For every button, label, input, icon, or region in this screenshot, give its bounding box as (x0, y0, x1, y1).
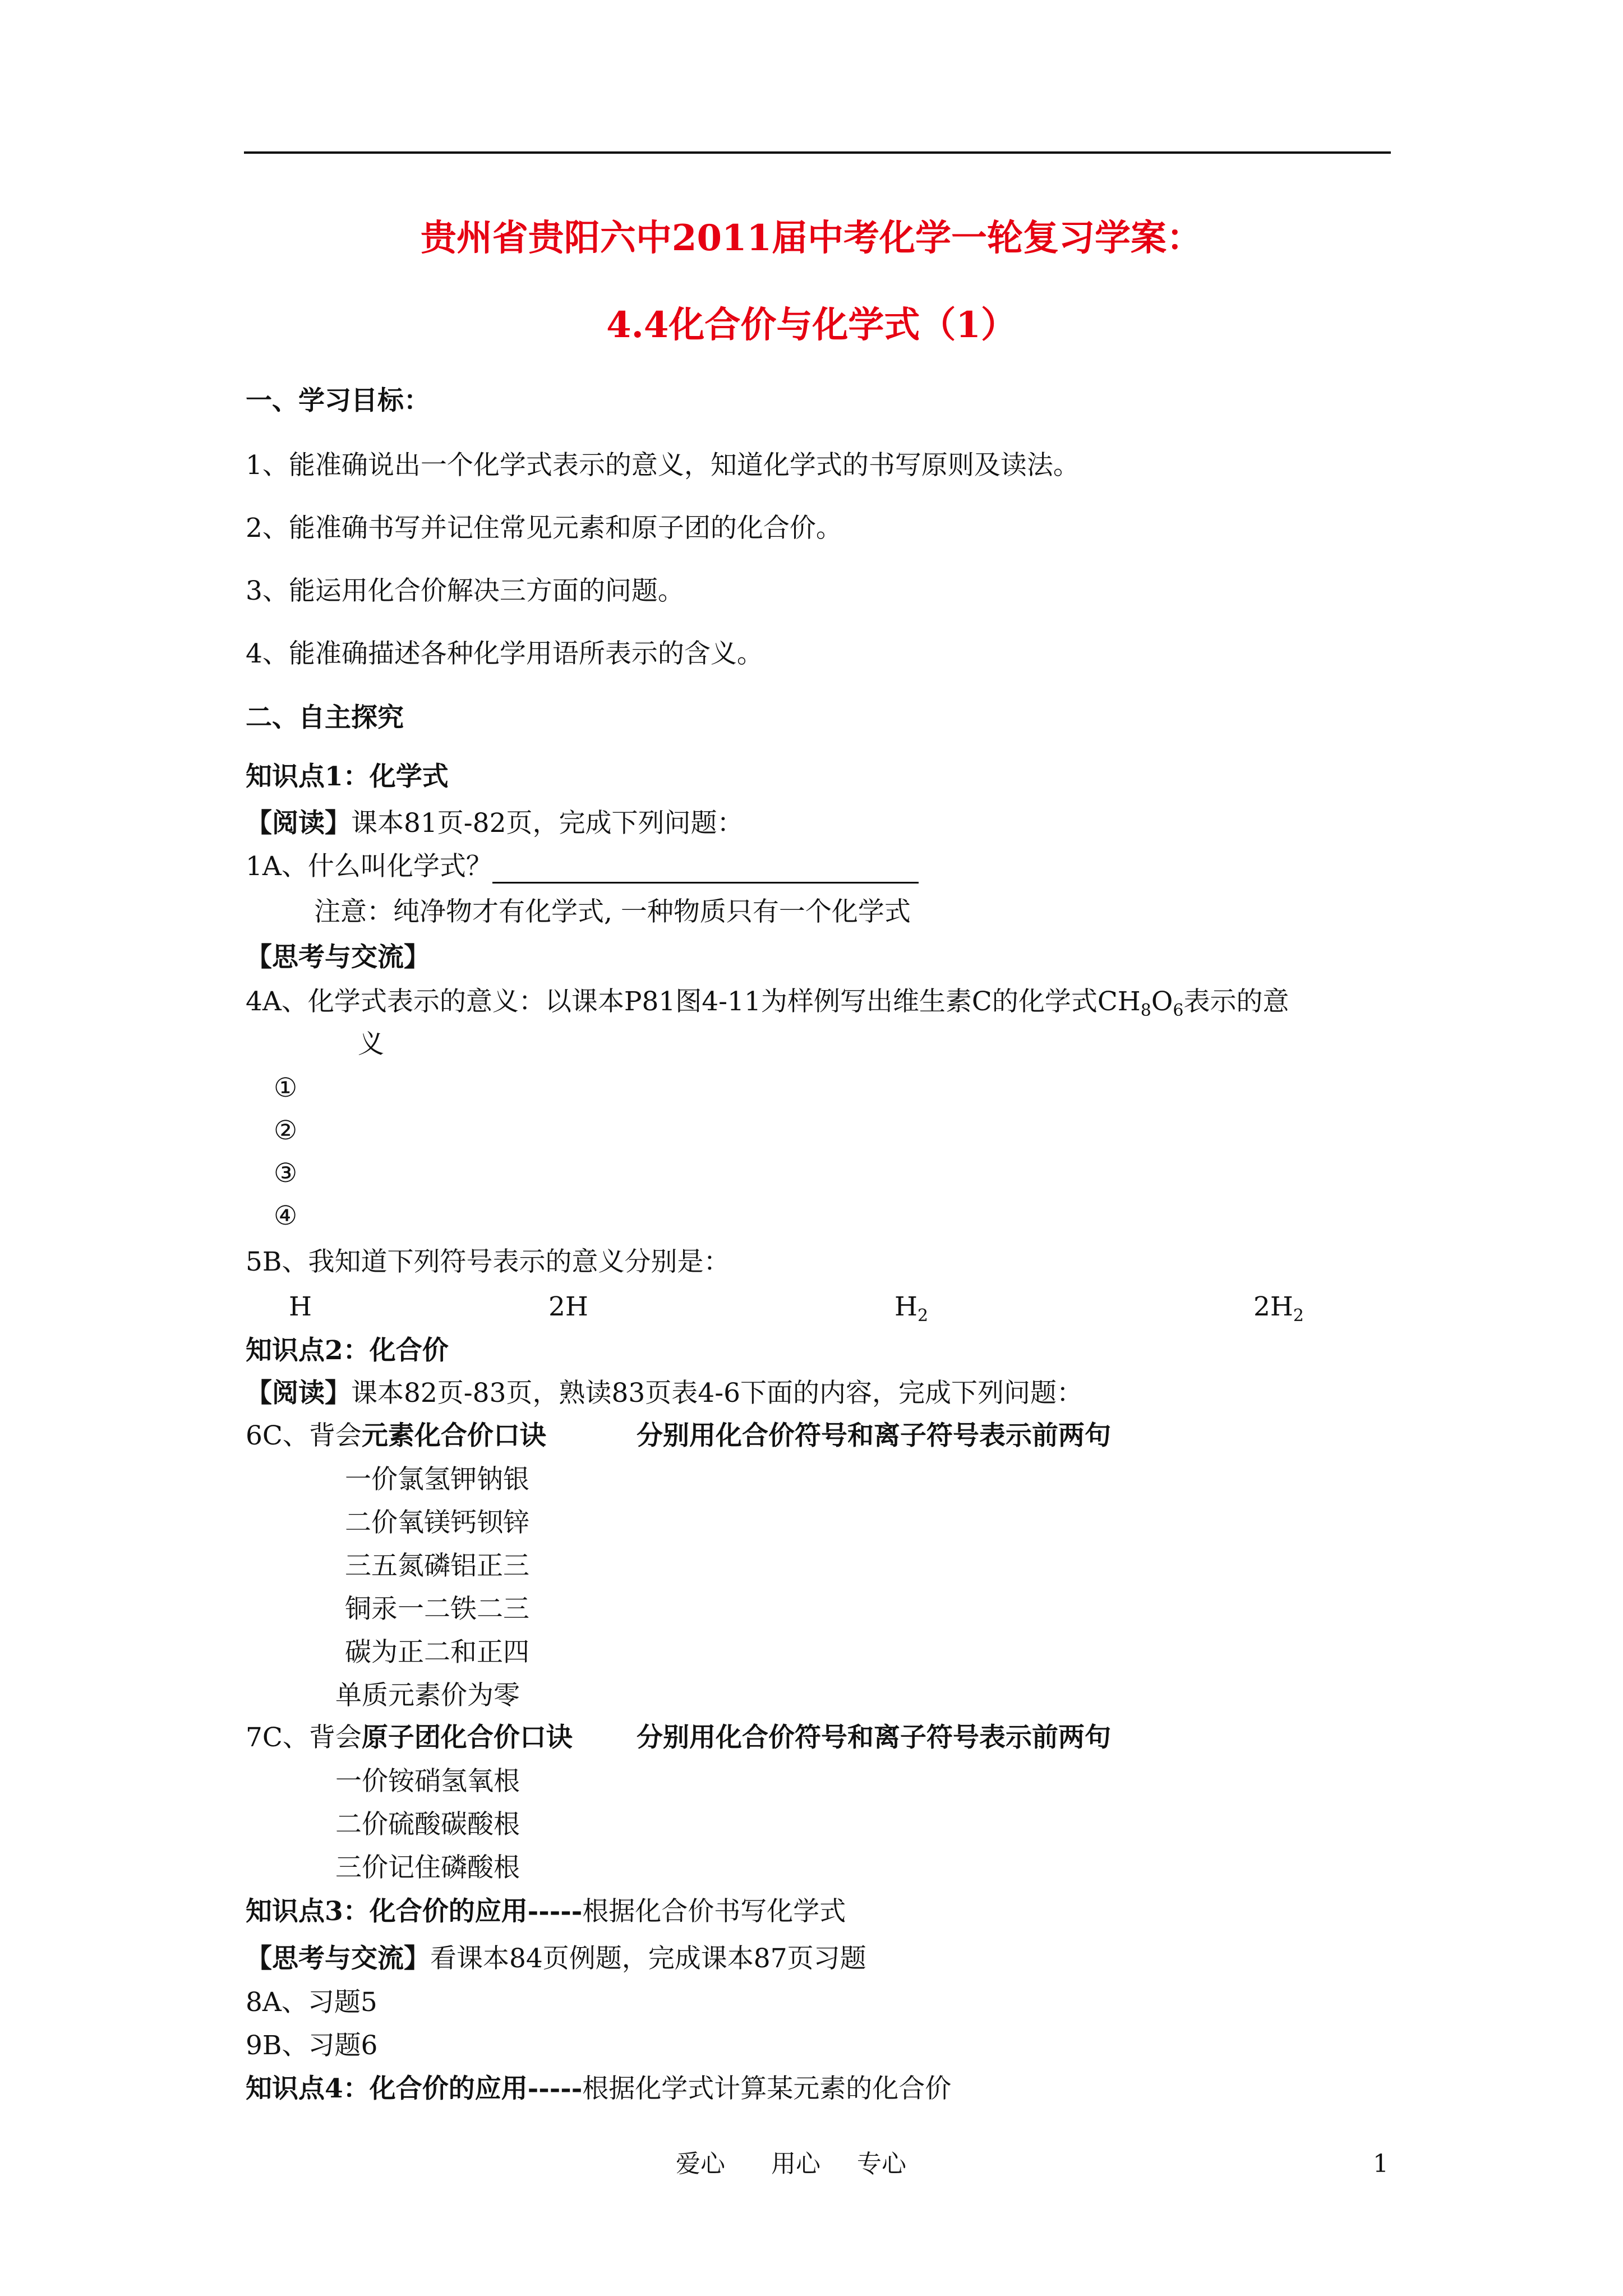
question-1a (246, 850, 919, 884)
question-6c: 6C、背会元素化合价口诀 (246, 1420, 546, 1451)
verse-line: 碳为正二和正四 (345, 1637, 529, 1668)
kp1-read-line (246, 807, 744, 840)
verse-line: 一价氯氢钾钠银 (345, 1464, 529, 1495)
kp1-think-tag: 【思考与交流】 (246, 942, 430, 973)
read-text: 课本81页-82页，完成下列问题： (351, 808, 744, 839)
question-7c-instruction: 分别用化合价符号和离子符号表示前两句 (637, 1722, 1111, 1753)
read-tag: 【阅读】 (246, 808, 351, 839)
question-6c-instruction: 分别用化合价符号和离子符号表示前两句 (637, 1420, 1111, 1451)
footer-word: 专心 (857, 2150, 906, 2178)
formula-subscript: 6 (1173, 1001, 1184, 1020)
circle-item-3: ③ (274, 1158, 298, 1189)
question-7c: 7C、背会原子团化合价口诀 (246, 1722, 573, 1753)
symbol-2h: 2H (548, 1291, 588, 1322)
circle-item-4: ④ (274, 1200, 298, 1231)
verse-line: 一价铵硝氢氧根 (335, 1766, 520, 1797)
read-text: 课本82页-83页，熟读83页表4-6下面的内容，完成下列问题： (351, 1378, 1083, 1409)
symbol-h2: $H_2$ (895, 1291, 929, 1326)
read-tag: 【阅读】 (246, 1378, 351, 1409)
document-title: 贵州省贵阳六中2011届中考化学一轮复习学案： (420, 217, 1203, 259)
section2-heading: 二、自主探究 (246, 702, 404, 733)
objective-item-2: 2、能准确书写并记住常见元素和原子团的化合价。 (246, 513, 842, 544)
kp3-title: 知识点3：化合价的应用-----根据化合价书写化学式 (246, 1896, 846, 1927)
question-1a-text: 1A、什么叫化学式？ (246, 851, 492, 882)
verse-line: 铜汞一二铁二三 (345, 1594, 529, 1625)
objective-item-4: 4、能准确描述各种化学用语所表示的含义。 (246, 638, 763, 669)
section1-heading: 一、学习目标： (246, 385, 430, 416)
footer-word: 用心 (771, 2150, 820, 2178)
question-4a-tail: 表示的意 (1183, 986, 1289, 1017)
footer-word: 爱心 (676, 2150, 725, 2178)
question-9b: 9B、习题6 (246, 2030, 378, 2061)
header-rule (244, 151, 1391, 154)
page-number: 1 (1373, 2150, 1389, 2178)
note-line: 注意：纯净物才有化学式, 一种物质只有一个化学式 (314, 896, 911, 927)
question-4a (246, 985, 1289, 1022)
objective-item-1: 1、能准确说出一个化学式表示的意义，知道化学式的书写原则及读法。 (246, 450, 1080, 481)
symbol-h: H (289, 1291, 312, 1322)
symbol-2h2: $2H_2$ (1253, 1291, 1304, 1326)
objective-item-3: 3、能运用化合价解决三方面的问题。 (246, 576, 684, 606)
kp2-read-line (246, 1377, 1083, 1410)
question-5b: 5B、我知道下列符号表示的意义分别是： (246, 1246, 730, 1277)
question-8a: 8A、习题5 (246, 1987, 377, 2018)
verse-line: 三五氮磷铝正三 (345, 1550, 529, 1581)
circle-item-2: ② (274, 1115, 298, 1146)
formula-o: O (1151, 986, 1173, 1017)
answer-blank[interactable] (492, 854, 919, 884)
question-4a-text: 4A、化学式表示的意义：以课本P81图4-11为样例写出维生素C的化学式CH (246, 986, 1141, 1017)
verse-line: 二价氧镁钙钡锌 (345, 1507, 529, 1538)
verse-line: 三价记住磷酸根 (335, 1852, 520, 1883)
formula-subscript: 8 (1140, 1001, 1151, 1020)
question-4a-wrap: 义 (358, 1029, 384, 1060)
kp2-title: 知识点2：化合价 (246, 1335, 449, 1366)
verse-line: 单质元素价为零 (335, 1680, 520, 1711)
kp1-title: 知识点1：化学式 (246, 761, 449, 792)
kp3-think-line: 【思考与交流】看课本84页例题，完成课本87页习题 (246, 1943, 866, 1974)
verse-line: 二价硫酸碳酸根 (335, 1809, 520, 1840)
kp4-title: 知识点4：化合价的应用-----根据化学式计算某元素的化合价 (246, 2073, 952, 2104)
document-subtitle: 4.4化合价与化学式（1） (606, 304, 1017, 346)
circle-item-1: ① (274, 1073, 298, 1103)
